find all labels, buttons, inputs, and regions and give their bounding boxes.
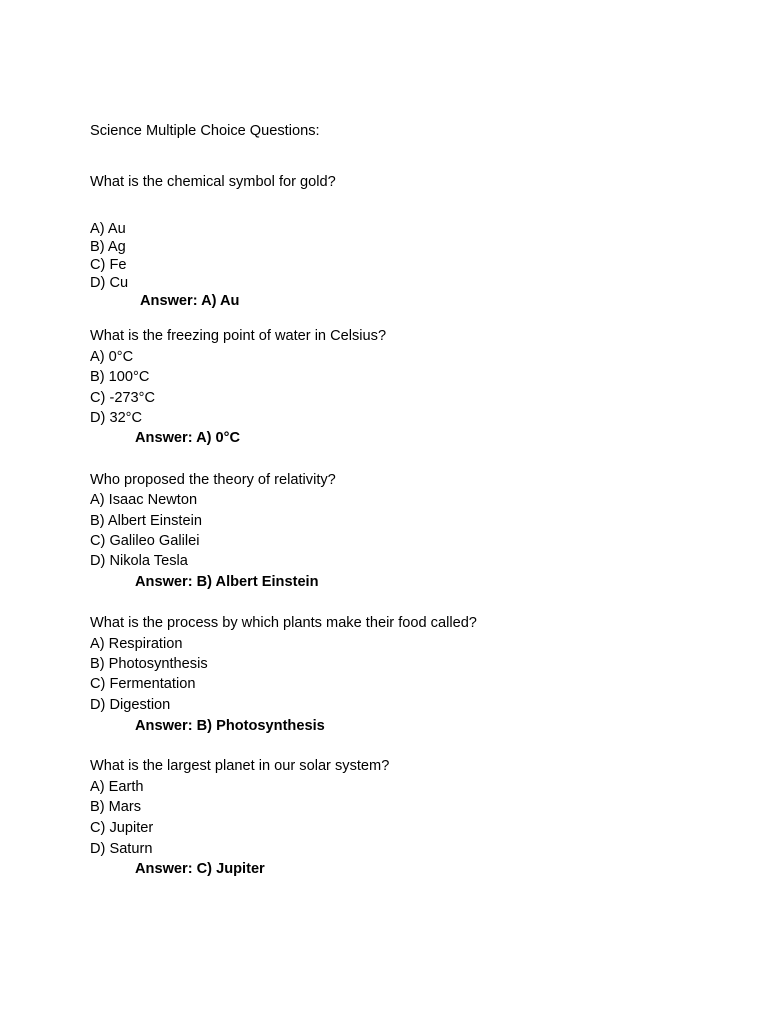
question-1-answer: Answer: A) Au	[140, 293, 240, 309]
question-3-option-c: C) Galileo Galilei	[90, 533, 200, 549]
question-4-option-b: B) Photosynthesis	[90, 656, 208, 672]
question-5-option-d: D) Saturn	[90, 841, 153, 857]
question-1-option-a: A) Au	[90, 221, 126, 237]
question-4-option-d: D) Digestion	[90, 697, 171, 713]
question-1-option-c: C) Fe	[90, 257, 127, 273]
question-5-option-a: A) Earth	[90, 779, 144, 795]
question-3-option-b: B) Albert Einstein	[90, 513, 202, 529]
question-2-answer: Answer: A) 0°C	[135, 430, 241, 446]
question-3-option-a: A) Isaac Newton	[90, 492, 198, 508]
question-3-answer: Answer: B) Albert Einstein	[135, 574, 319, 590]
question-5-text: What is the largest planet in our solar system?	[90, 758, 390, 774]
question-2-text: What is the freezing point of water in Celsius?	[90, 328, 387, 344]
question-1-text: What is the chemical symbol for gold?	[90, 174, 336, 190]
document-title: Science Multiple Choice Questions:	[90, 123, 320, 139]
question-2-option-d: D) 32°C	[90, 410, 143, 426]
question-4-answer: Answer: B) Photosynthesis	[135, 718, 325, 734]
question-3-text: Who proposed the theory of relativity?	[90, 472, 336, 488]
question-2-option-c: C) -273°C	[90, 390, 156, 406]
question-5-answer: Answer: C) Jupiter	[135, 861, 265, 877]
question-1-option-b: B) Ag	[90, 239, 126, 255]
question-4-option-a: A) Respiration	[90, 636, 183, 652]
question-5-option-c: C) Jupiter	[90, 820, 154, 836]
question-4-text: What is the process by which plants make their food called?	[90, 615, 477, 631]
question-2-option-b: B) 100°C	[90, 369, 150, 385]
question-2-option-a: A) 0°C	[90, 349, 134, 365]
question-5-option-b: B) Mars	[90, 799, 142, 815]
question-4-option-c: C) Fermentation	[90, 676, 196, 692]
question-3-option-d: D) Nikola Tesla	[90, 553, 188, 569]
question-1-option-d: D) Cu	[90, 275, 129, 291]
